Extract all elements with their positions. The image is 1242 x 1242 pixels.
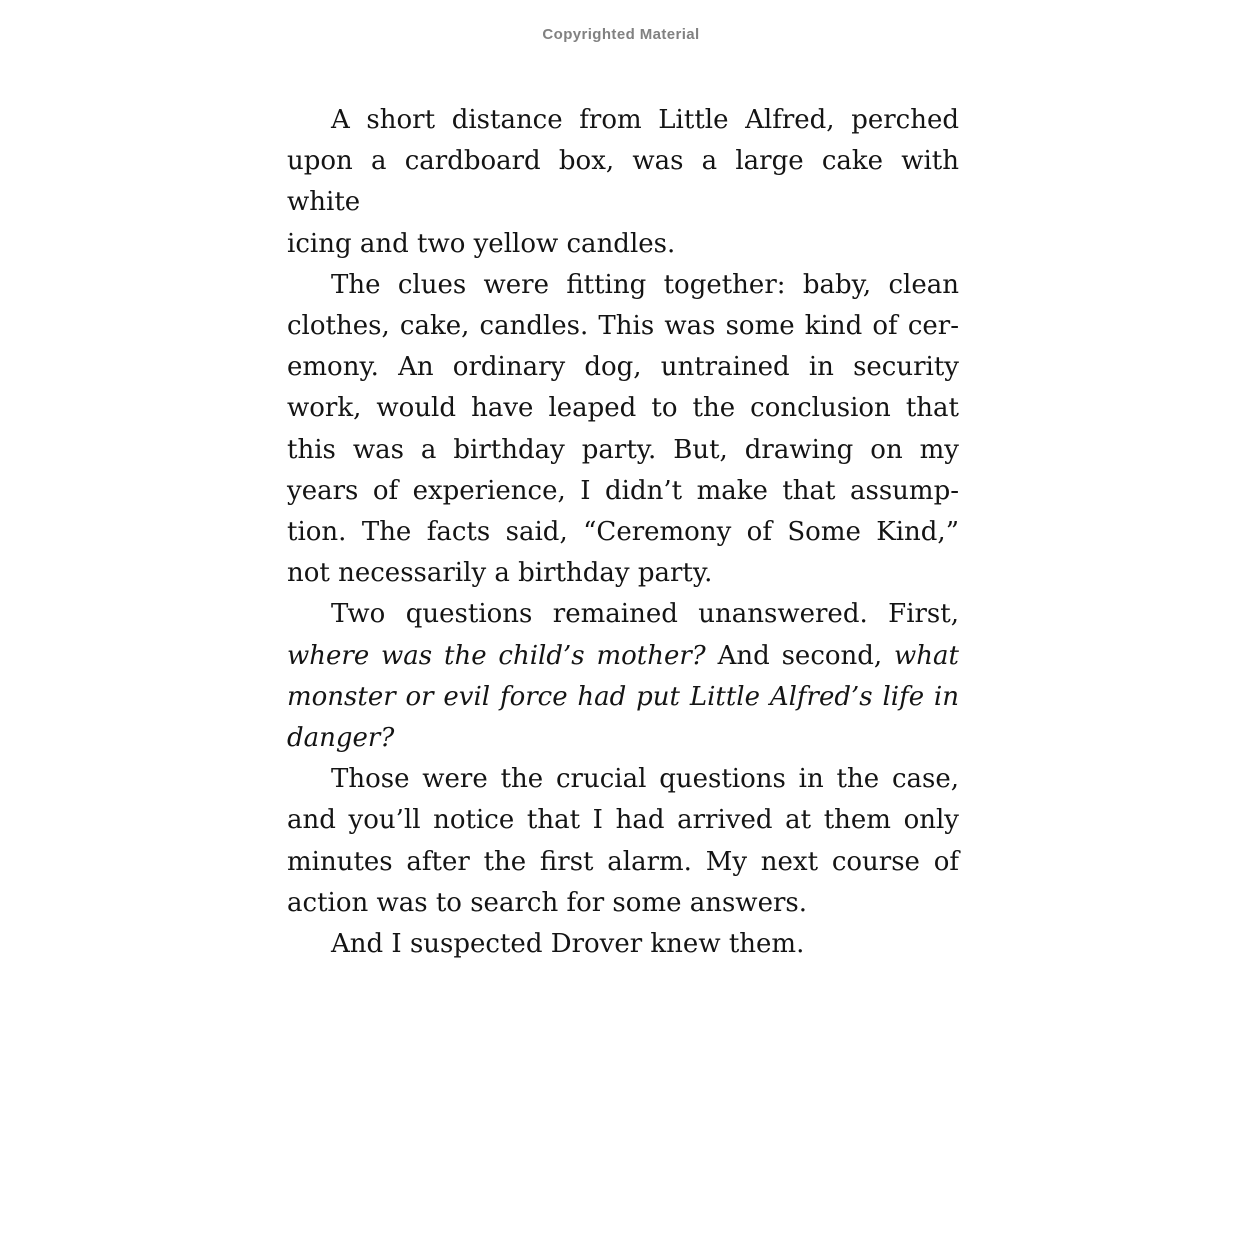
text-line xyxy=(287,471,959,512)
text-line xyxy=(287,842,959,883)
italic-text-run: where was the child’s mother? xyxy=(287,640,718,671)
text-run: emony. An ordinary dog, untrained in security xyxy=(287,352,959,383)
italic-text-run: monster or evil force had put Little Alfred’s life in xyxy=(287,681,959,712)
text-line xyxy=(287,512,959,553)
text-run: work, would have leaped to the conclusion that xyxy=(287,393,959,424)
text-run: icing and two yellow candles. xyxy=(287,228,676,259)
text-run: and you’ll notice that I had arrived at them only xyxy=(287,805,959,836)
text-line xyxy=(287,594,959,635)
text-run: A short distance from Little Alfred, perched xyxy=(331,105,959,135)
text-line xyxy=(287,141,959,223)
text-run: years of experience, I didn’t make that assump- xyxy=(287,475,959,506)
copyright-notice: Copyrighted Material xyxy=(542,26,700,43)
text-line xyxy=(287,677,959,718)
text-run: clothes, cake, candles. This was some kind of cer- xyxy=(287,311,959,342)
text-run: Those were the crucial questions in the case, xyxy=(331,764,959,795)
text-line xyxy=(287,100,959,141)
text-line xyxy=(287,265,959,306)
text-line xyxy=(287,306,959,347)
text-run: The clues were fitting together: baby, clean xyxy=(331,269,959,300)
text-run: And second, xyxy=(717,640,895,671)
text-line xyxy=(287,800,959,841)
text-run: action was to search for some answers. xyxy=(287,887,807,918)
text-line xyxy=(287,224,959,265)
text-run: tion. The facts said, “Ceremony of Some Kind,” xyxy=(287,517,959,548)
text-line xyxy=(287,388,959,429)
text-line xyxy=(287,759,959,800)
text-line xyxy=(287,924,959,965)
text-line xyxy=(287,347,959,388)
text-run: upon a cardboard box, was a large cake with white xyxy=(287,146,959,218)
text-run: this was a birthday party. But, drawing on my xyxy=(287,434,959,465)
text-run: Two questions remained unanswered. First, xyxy=(331,599,959,630)
text-block xyxy=(287,100,959,965)
text-line xyxy=(287,553,959,594)
text-run: And I suspected Drover knew them. xyxy=(331,929,805,960)
italic-text-run: danger? xyxy=(287,723,395,754)
text-line xyxy=(287,430,959,471)
italic-text-run: what xyxy=(894,640,959,671)
text-run: not necessarily a birthday party. xyxy=(287,558,713,589)
text-line xyxy=(287,718,959,759)
text-line xyxy=(287,636,959,677)
text-line xyxy=(287,883,959,924)
text-run: minutes after the first alarm. My next course of xyxy=(287,846,959,877)
